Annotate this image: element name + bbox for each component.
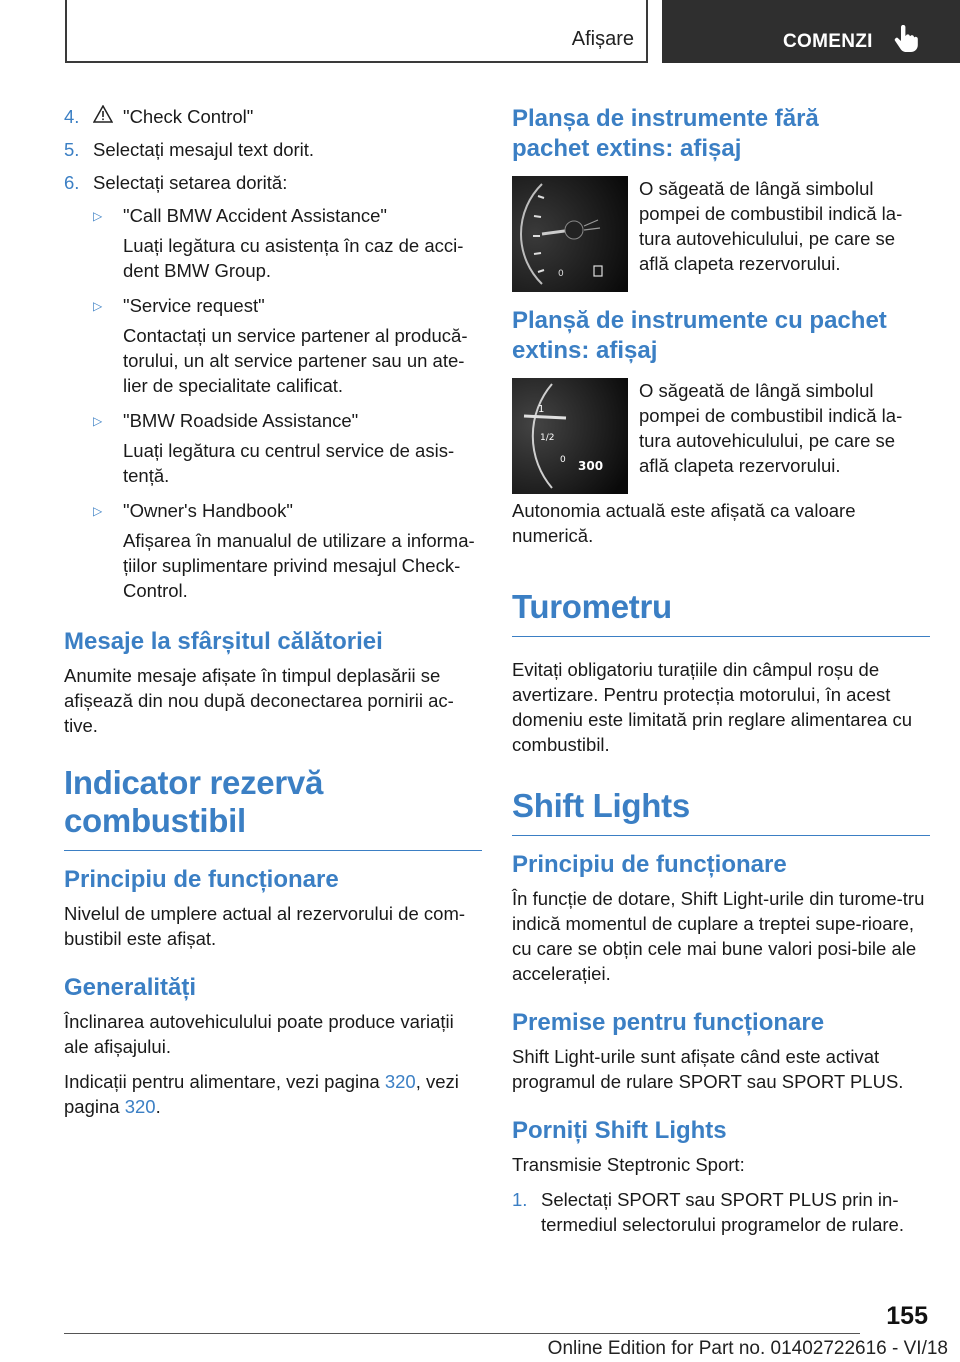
principle-heading: Principiu de funcționare — [64, 866, 339, 893]
start-heading: Porniți Shift Lights — [512, 1117, 727, 1144]
general-heading: Generalități — [64, 974, 197, 1001]
gauge-label: 300 — [578, 459, 604, 473]
page-link[interactable]: 320 — [384, 1071, 416, 1092]
gauge-label: 1 — [538, 404, 545, 415]
list-text: "Check Control" — [123, 106, 254, 127]
list-item — [64, 170, 482, 195]
list-number: 5. — [64, 139, 80, 160]
gauge-label: 0 — [560, 455, 566, 465]
option-title: "Call BMW Accident Assistance" — [123, 205, 388, 226]
warning-triangle-icon — [93, 104, 115, 129]
footer-divider — [64, 1333, 860, 1334]
option-title: "BMW Roadside Assistance" — [123, 410, 359, 431]
option-desc: Contactați un service partener al producă-torului, un alt service partener sau un ate-lier de specialitate calificat. — [123, 325, 468, 396]
refuel-mid: , vezi pagina — [64, 1071, 459, 1117]
commands-tab-label: COMENZI — [783, 31, 873, 52]
panel-basic-heading: Planșa de instrumente fără pachet extins: afișaj — [512, 105, 819, 162]
refuel-text — [64, 1069, 482, 1119]
panel-ext-text2: Autonomia actuală este afișată ca valoare numerică. — [512, 500, 856, 546]
list-item — [64, 137, 482, 162]
start-text: Transmisie Steptronic Sport: — [512, 1154, 745, 1175]
panel-basic-row — [512, 176, 930, 292]
list-text: Selectați SPORT sau SPORT PLUS prin in-termediul selectorului programelor de rulare. — [541, 1189, 904, 1235]
list-item — [512, 1187, 930, 1237]
triangle-bullet-icon: ▷ — [93, 299, 103, 313]
end-trip-heading: Mesaje la sfârșitul călătoriei — [64, 628, 383, 655]
page-number: 155 — [886, 1302, 928, 1330]
prereq-text: Shift Light-urile sunt afișate când este activat programul de rulare SPORT sau SPORT PLUS. — [512, 1046, 904, 1092]
option-item — [93, 293, 482, 319]
section-label: Afișare — [571, 28, 634, 50]
option-desc: Luați legătura cu centrul service de asis-tență. — [123, 440, 455, 486]
panel-ext-heading: Planșă de instrumente cu pachet extins: afișaj — [512, 307, 887, 364]
option-title: "Owner's Handbook" — [123, 500, 293, 521]
option-item — [93, 408, 482, 434]
refuel-after: . — [155, 1096, 161, 1117]
shift-title: Shift Lights — [512, 787, 690, 824]
shift-principle-heading: Principiu de funcționare — [512, 851, 787, 878]
triangle-bullet-icon: ▷ — [93, 414, 103, 428]
edition-footer: Online Edition for Part no. 01402722616 - VI/18 — [547, 1338, 948, 1359]
refuel-before: Indicații pentru alimentare, vezi pagina — [64, 1071, 385, 1092]
right-column — [512, 104, 930, 1245]
option-desc: Afișarea în manualul de utilizare a informa-țiilor suplimentare privind mesajul Check-Control. — [123, 530, 475, 601]
triangle-bullet-icon: ▷ — [93, 504, 103, 518]
gauge-label: 1/2 — [540, 433, 555, 443]
list-number: 6. — [64, 172, 80, 193]
list-item — [64, 104, 482, 129]
hand-pointer-icon — [894, 25, 918, 58]
option-desc: Luați legătura cu asistența în caz de acci-dent BMW Group. — [123, 235, 464, 281]
svg-text:0: 0 — [558, 269, 564, 279]
tach-title: Turometru — [512, 588, 672, 625]
prereq-heading: Premise pentru funcționare — [512, 1009, 825, 1036]
panel-basic-text: O săgeată de lângă simbolul pompei de combustibil indică la-tura autovehiculului, pe care se află clapeta rezervorului. — [639, 178, 903, 274]
option-item — [93, 498, 482, 524]
tach-text: Evitați obligatoriu turațiile din câmpul roșu de avertizare. Pentru protecția motorului, în acest domeniu este limitată prin reglare alimentarea cu combustibil. — [512, 659, 913, 755]
list-number: 1. — [512, 1189, 528, 1210]
list-number: 4. — [64, 106, 80, 127]
left-column — [64, 104, 482, 1129]
list-text: Selectați setarea dorită: — [93, 172, 288, 193]
commands-tab[interactable] — [662, 0, 960, 63]
fuel-reserve-title: Indicator rezervă combustibil — [64, 764, 324, 839]
panel-ext-row — [512, 378, 930, 494]
option-item — [93, 203, 482, 229]
fuel-gauge-image — [512, 176, 628, 292]
triangle-bullet-icon: ▷ — [93, 209, 103, 223]
principle-text: Nivelul de umplere actual al rezervorului de com-bustibil este afișat. — [64, 903, 466, 949]
list-text: Selectați mesajul text dorit. — [93, 139, 315, 160]
section-tab — [65, 0, 648, 63]
end-trip-text: Anumite mesaje afișate în timpul deplasării se afișează din nou după deconectarea pornirii ac-tive. — [64, 665, 454, 736]
panel-ext-text: O săgeată de lângă simbolul pompei de combustibil indică la-tura autovehiculului, pe care se află clapeta rezervorului. — [639, 380, 903, 476]
section-divider — [64, 850, 482, 851]
general-text: Înclinarea autovehiculului poate produce variații ale afișajului. — [64, 1011, 454, 1057]
option-title: "Service request" — [123, 295, 265, 316]
fuel-range-gauge-image — [512, 378, 628, 494]
section-divider — [512, 636, 930, 637]
page-link[interactable]: 320 — [124, 1096, 156, 1117]
shift-principle-text: În funcție de dotare, Shift Light-urile din turome-tru indică momentul de cuplare a treptei supe-rioare, cu care se obțin cele mai bune valori posi-bile ale accelerației. — [512, 888, 925, 984]
section-divider — [512, 835, 930, 836]
